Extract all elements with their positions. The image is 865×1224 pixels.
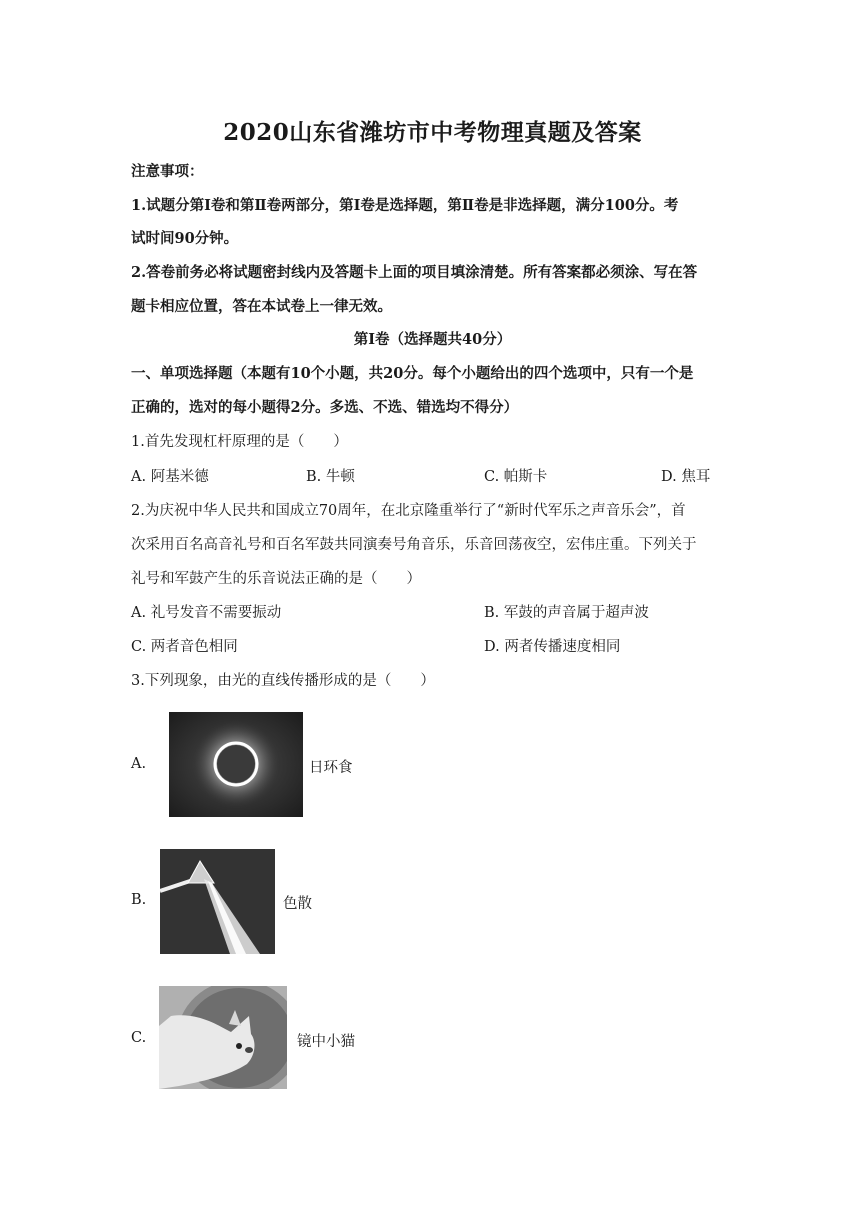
question-3-option-c-caption: 镜中小猫: [297, 1034, 355, 1050]
section-heading: 第Ⅰ卷（选择题共40分）: [353, 331, 512, 348]
prism-dispersion-photo: [160, 849, 275, 954]
question-3-option-a-caption: 日环食: [309, 760, 353, 776]
prism-icon: [160, 849, 275, 954]
solar-eclipse-icon: [169, 712, 303, 817]
question-2-line-3: 礼号和军鼓产生的乐音说法正确的是（ ）: [131, 571, 421, 587]
question-2-option-c: C. 两者音色相同: [131, 639, 238, 655]
notes-item-2-line-2: 题卡相应位置，答在本试卷上一律无效。: [131, 298, 392, 315]
solar-eclipse-photo: [169, 712, 303, 817]
part-instructions-line-1: 一、单项选择题（本题有10个小题，共20分。每个小题给出的四个选项中，只有一个是: [131, 365, 694, 382]
question-3-option-b-letter: B.: [131, 892, 147, 908]
part-instructions-line-2: 正确的，选对的每小题得2分。多选、不选、错选均不得分）: [131, 399, 519, 416]
question-1-stem: 1.首先发现杠杆原理的是（ ）: [131, 434, 348, 450]
notes-item-1-line-2: 试时间90分钟。: [131, 230, 239, 247]
question-2-option-b: B. 军鼓的声音属于超声波: [484, 605, 649, 621]
question-2-line-2: 次采用百名高音礼号和百名军鼓共同演奏号角音乐，乐音回荡夜空，宏伟庄重。下列关于: [131, 537, 697, 553]
question-1-option-c: C. 帕斯卡: [484, 469, 548, 485]
question-3-option-a-letter: A.: [131, 756, 147, 772]
cat-mirror-photo: [159, 986, 287, 1089]
page-title: 2020山东省潍坊市中考物理真题及答案: [223, 119, 642, 146]
notes-heading: 注意事项：: [131, 163, 204, 180]
question-1-option-b: B. 牛顿: [306, 469, 355, 485]
cat-icon: [159, 986, 287, 1089]
question-2-option-a: A. 礼号发音不需要振动: [131, 605, 282, 621]
question-1-option-d: D. 焦耳: [661, 469, 711, 485]
question-2-option-d: D. 两者传播速度相同: [484, 639, 621, 655]
question-1-option-a: A. 阿基米德: [131, 469, 209, 485]
question-3-option-c-letter: C.: [131, 1030, 147, 1046]
question-3-stem: 3.下列现象，由光的直线传播形成的是（ ）: [131, 673, 435, 689]
notes-item-2-line-1: 2.答卷前务必将试题密封线内及答题卡上面的项目填涂清楚。所有答案都必须涂、写在答: [131, 264, 698, 281]
question-3-option-b-caption: 色散: [283, 896, 312, 912]
notes-item-1-line-1: 1.试题分第Ⅰ卷和第Ⅱ卷两部分，第Ⅰ卷是选择题，第Ⅱ卷是非选择题，满分100分。考: [131, 197, 679, 214]
question-2-line-1: 2.为庆祝中华人民共和国成立70周年，在北京隆重举行了“新时代军乐之声音乐会”，首: [131, 503, 686, 519]
